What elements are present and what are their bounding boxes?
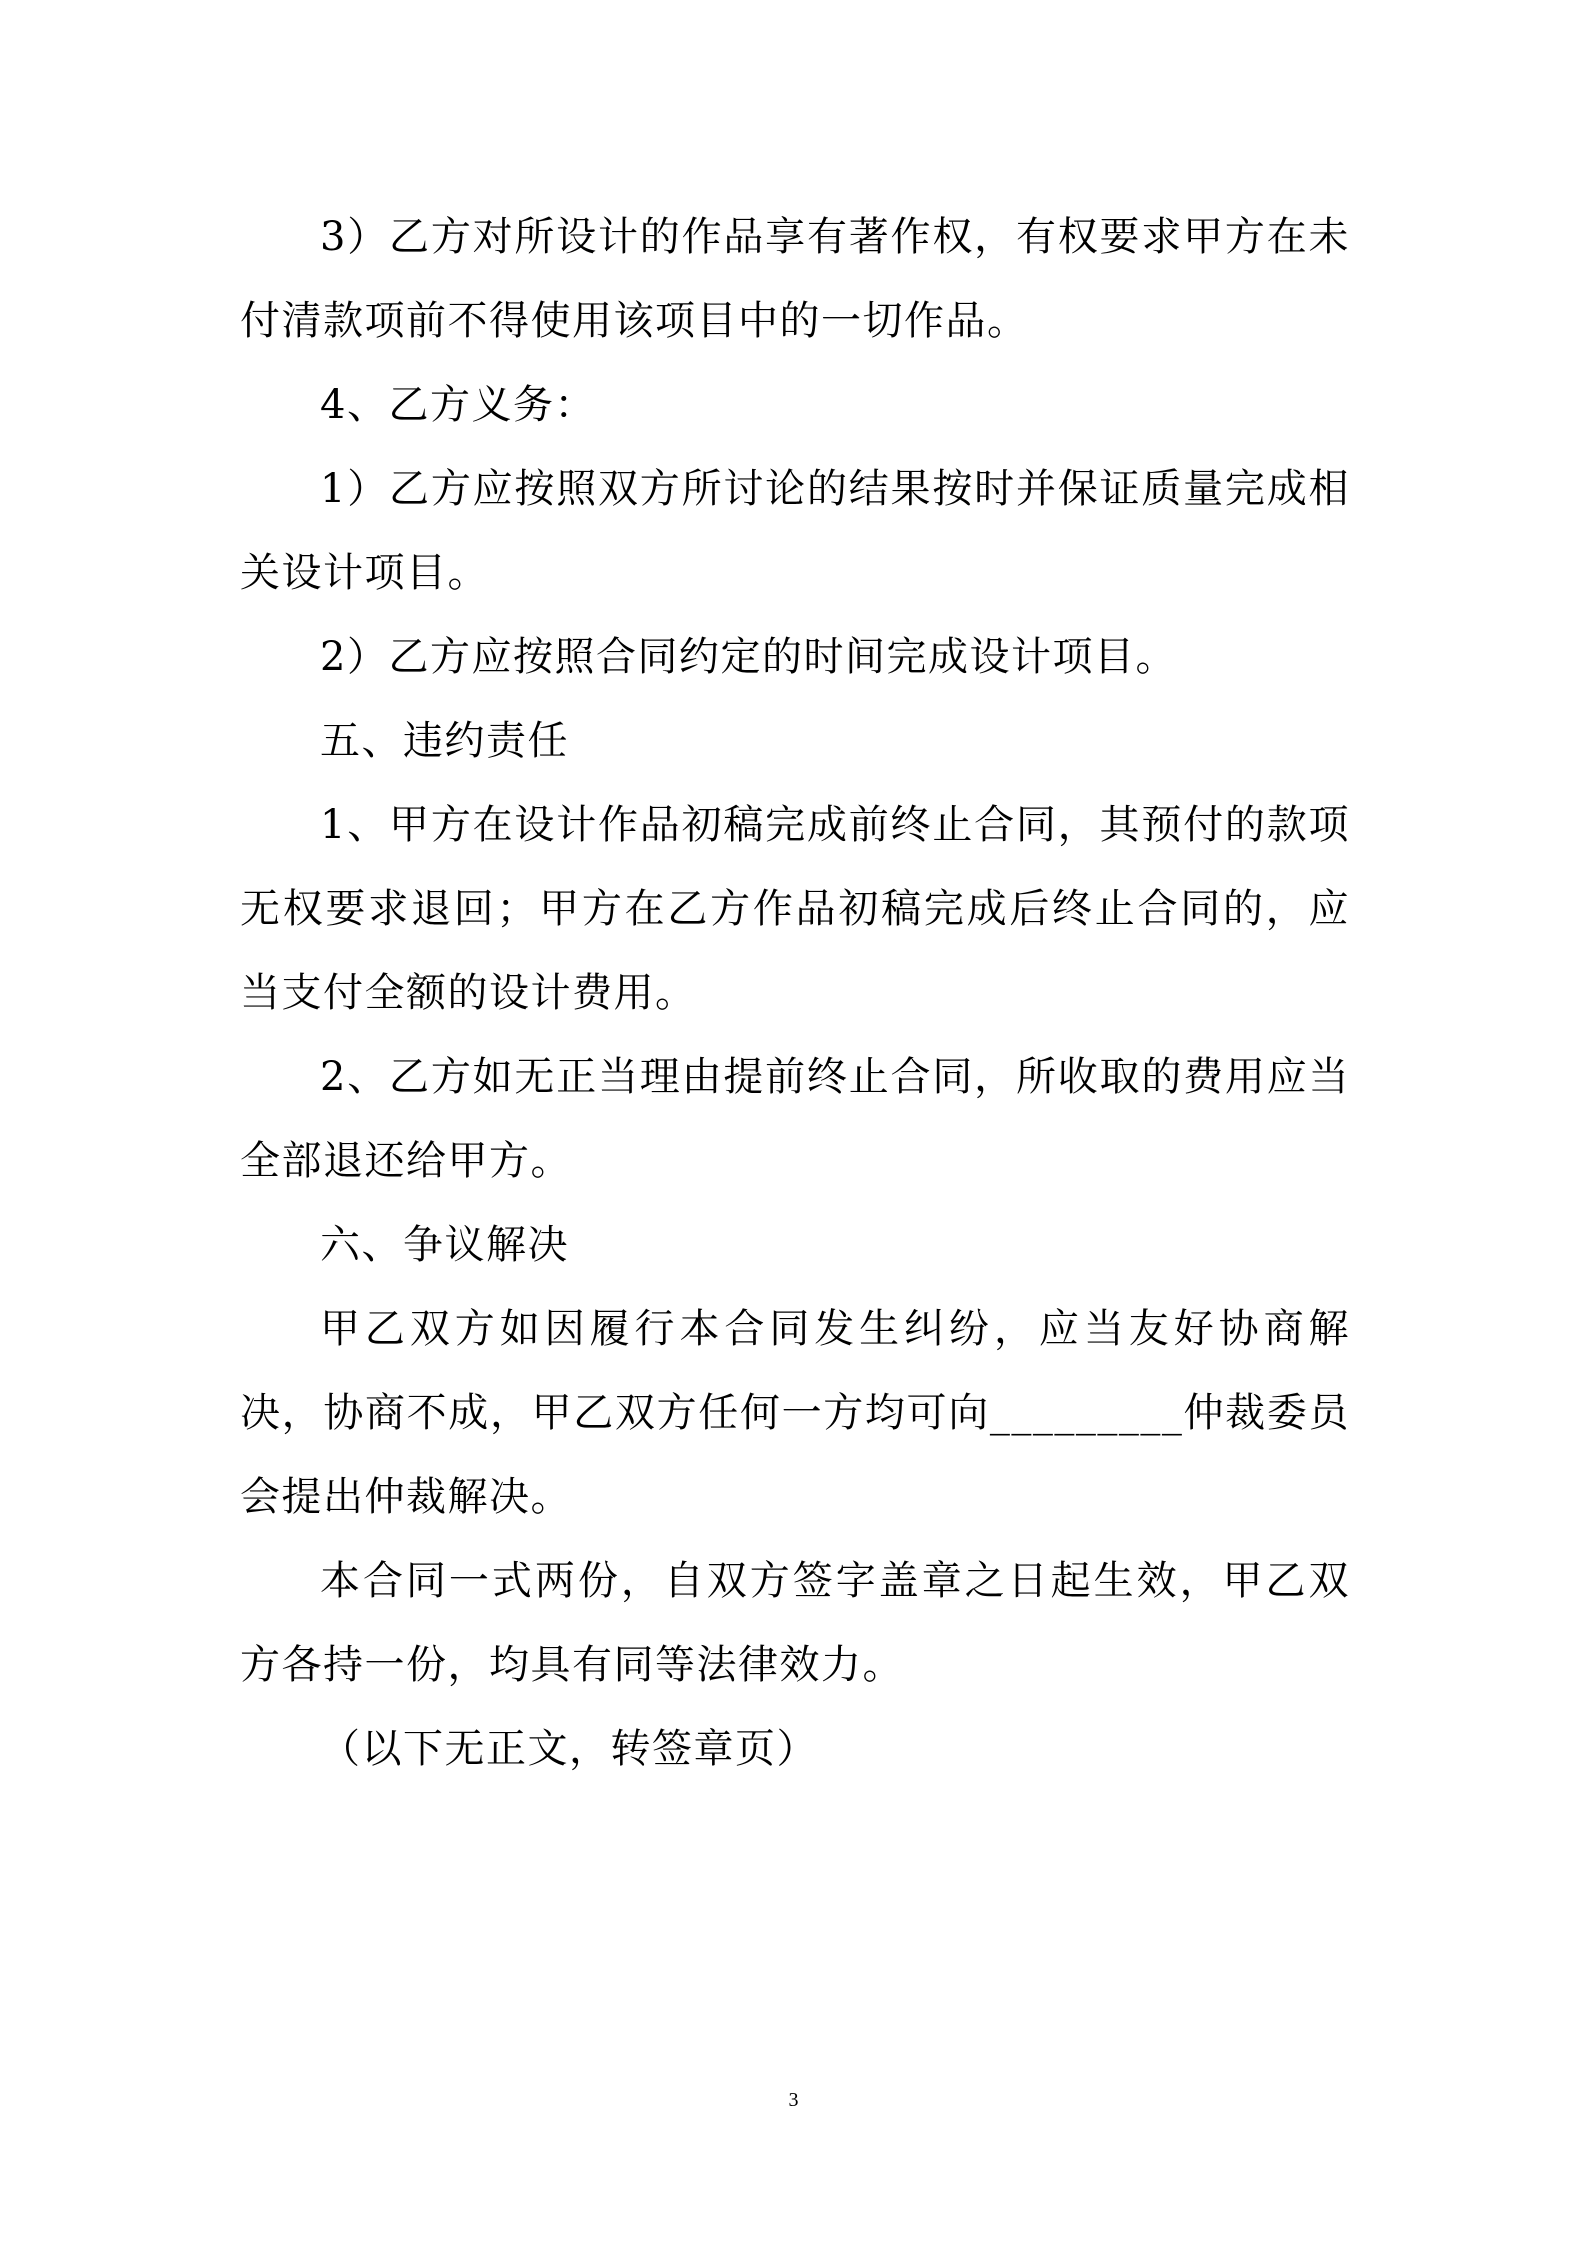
clause-6-arbitration: 甲乙双方如因履行本合同发生纠纷，应当友好协商解决，协商不成，甲乙双方任何一方均可向_________仲裁委员会提出仲裁解决。 [240, 1306, 1350, 1520]
clause-4-heading-party-b-obligations: 4、乙方义务： [320, 382, 596, 428]
clause-4-1-complete-on-time: 1）乙方应按照双方所讨论的结果按时并保证质量完成相关设计项目。 [240, 466, 1350, 596]
clause-4-2-contract-time: 2）乙方应按照合同约定的时间完成设计项目。 [320, 634, 1177, 680]
document-body [240, 195, 1350, 1791]
clause-effectiveness: 本合同一式两份，自双方签字盖章之日起生效，甲乙双方各持一份，均具有同等法律效力。 [240, 1558, 1350, 1688]
page-number: 3 [788, 2089, 799, 2111]
no-further-text-note: （以下无正文，转签章页） [320, 1726, 818, 1772]
clause-5-2-party-b-termination: 2、乙方如无正当理由提前终止合同，所收取的费用应当全部退还给甲方。 [240, 1054, 1350, 1184]
clause-5-1-party-a-termination: 1、甲方在设计作品初稿完成前终止合同，其预付的款项无权要求退回；甲方在乙方作品初稿完成后终止合同的，应当支付全额的设计费用。 [240, 802, 1350, 1016]
clause-3-copyright: 3）乙方对所设计的作品享有著作权，有权要求甲方在未付清款项前不得使用该项目中的一切作品。 [240, 214, 1350, 344]
section-6-heading-dispute: 六、争议解决 [320, 1222, 569, 1268]
section-5-heading-breach: 五、违约责任 [320, 718, 569, 764]
